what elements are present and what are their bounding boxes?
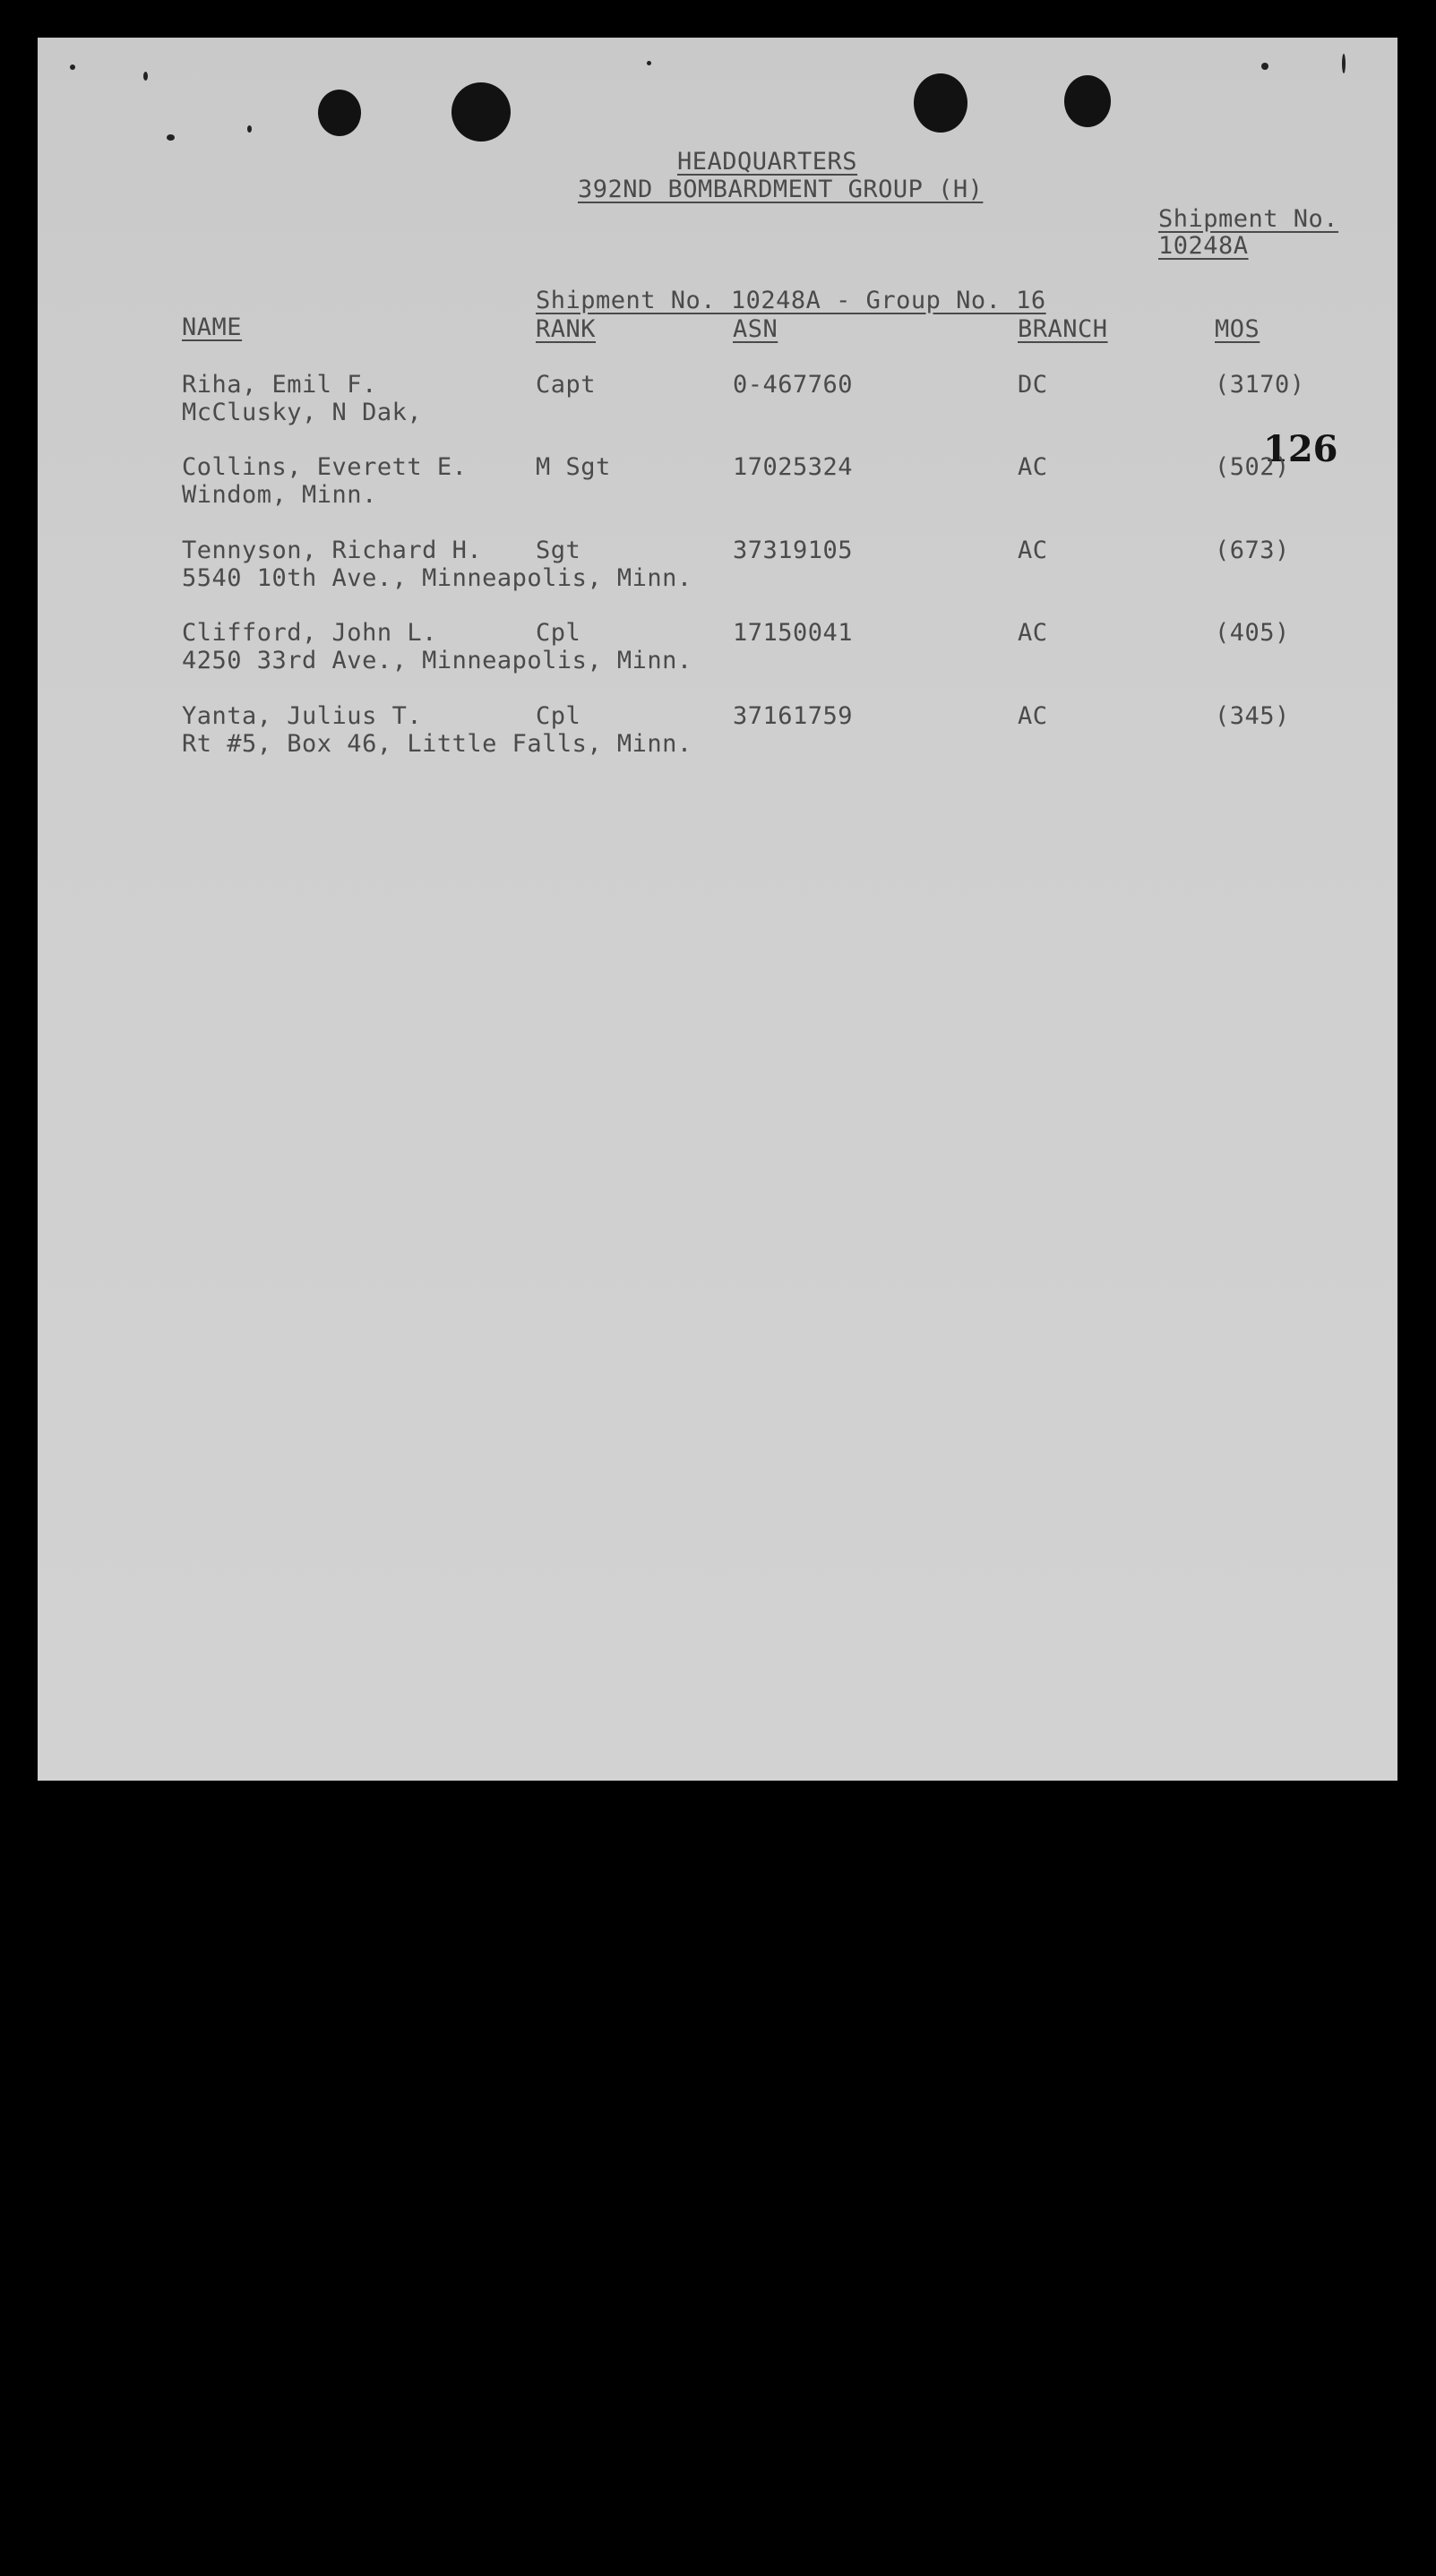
- shipment-number: 10248A: [1158, 232, 1249, 260]
- paper-speck: [167, 134, 175, 141]
- row-mos: (673): [1215, 537, 1290, 564]
- row-branch: AC: [1018, 619, 1048, 647]
- row-branch: AC: [1018, 537, 1048, 564]
- row-asn: 37319105: [733, 537, 854, 564]
- row-name: Clifford, John L.: [182, 619, 437, 647]
- row-name: Collins, Everett E.: [182, 453, 468, 481]
- page-number-stamp: 126: [1263, 428, 1338, 470]
- header-line-1: HEADQUARTERS: [677, 148, 858, 176]
- shipment-label: Shipment No.: [1158, 205, 1339, 233]
- row-address: McClusky, N Dak,: [182, 399, 423, 426]
- paper-speck: [647, 61, 651, 65]
- row-asn: 17150041: [733, 619, 854, 647]
- punch-hole: [451, 82, 511, 142]
- row-name: Riha, Emil F.: [182, 371, 377, 399]
- paper-speck: [143, 72, 148, 81]
- punch-hole: [318, 90, 361, 136]
- column-header-mos: MOS: [1215, 315, 1260, 343]
- punch-hole: [914, 73, 967, 133]
- row-name: Yanta, Julius T.: [182, 702, 423, 730]
- row-asn: 0-467760: [733, 371, 854, 399]
- row-address: 4250 33rd Ave., Minneapolis, Minn.: [182, 647, 692, 674]
- paper-speck: [247, 125, 252, 133]
- paper-speck: [1261, 63, 1268, 70]
- column-header-rank: RANK: [536, 315, 597, 343]
- row-branch: AC: [1018, 702, 1048, 730]
- paper-speck: [70, 64, 75, 70]
- row-mos: (345): [1215, 702, 1290, 730]
- column-header-branch: BRANCH: [1018, 315, 1108, 343]
- row-mos: (3170): [1215, 371, 1305, 399]
- row-rank: Cpl: [536, 702, 581, 730]
- row-branch: DC: [1018, 371, 1048, 399]
- row-asn: 37161759: [733, 702, 854, 730]
- header-line-2: 392ND BOMBARDMENT GROUP (H): [578, 176, 984, 203]
- row-rank: Sgt: [536, 537, 581, 564]
- row-rank: Cpl: [536, 619, 581, 647]
- row-mos: (502): [1215, 453, 1290, 481]
- row-address: Windom, Minn.: [182, 481, 377, 509]
- row-address: Rt #5, Box 46, Little Falls, Minn.: [182, 730, 692, 758]
- row-mos: (405): [1215, 619, 1290, 647]
- row-branch: AC: [1018, 453, 1048, 481]
- shipment-group: Shipment No. 10248A - Group No. 16: [536, 287, 1046, 314]
- column-header-asn: ASN: [733, 315, 778, 343]
- column-header-name: NAME: [182, 313, 243, 341]
- row-rank: M Sgt: [536, 453, 611, 481]
- row-asn: 17025324: [733, 453, 854, 481]
- paper-speck: [1342, 54, 1346, 73]
- punch-hole: [1064, 75, 1111, 127]
- row-address: 5540 10th Ave., Minneapolis, Minn.: [182, 564, 692, 592]
- row-rank: Capt: [536, 371, 597, 399]
- row-name: Tennyson, Richard H.: [182, 537, 483, 564]
